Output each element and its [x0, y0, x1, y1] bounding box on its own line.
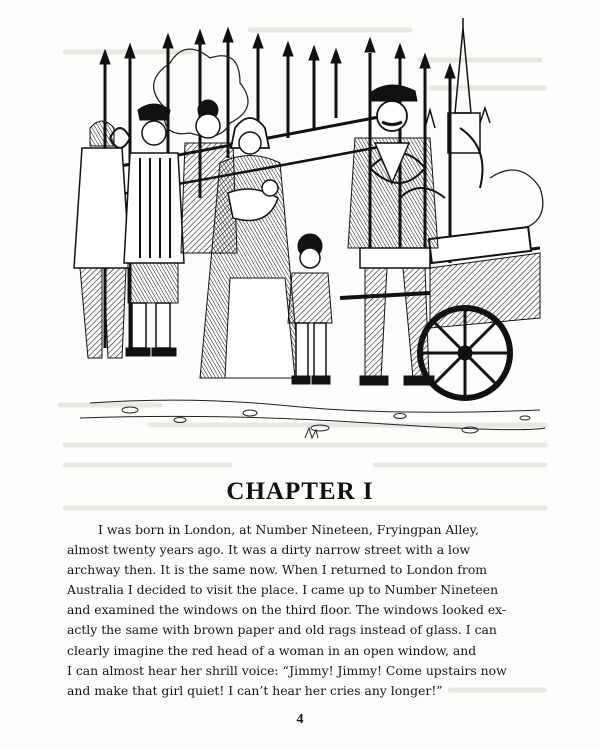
text-line: I can almost hear her shrill voice: “Jimmy! Jimmy! Come upstairs now [67, 662, 507, 678]
text-line: actly the same with brown paper and old rags instead of glass. I can [67, 622, 497, 638]
text-line: and examined the windows on the third floor. The windows looked ex- [67, 602, 507, 618]
page-number: 4 [296, 712, 304, 727]
church-spire [425, 18, 490, 153]
text-line: I was born in London, at Number Nineteen, Fryingpan Alley, [98, 522, 479, 537]
text-line: almost twenty years ago. It was a dirty narrow street with a low [67, 542, 471, 558]
text-line: and make that girl quiet! I can’t hear her cries any longer!” [67, 682, 443, 698]
chapter-title: CHAPTER I [226, 478, 374, 505]
text-line: clearly imagine the red head of a woman in an open window, and [67, 642, 477, 658]
text-line: Australia I decided to visit the place. I came up to Number Nineteen [67, 582, 499, 598]
illustration-funeral-procession [70, 18, 550, 448]
text-line: archway then. It is the same now. When I returned to London from [67, 562, 488, 578]
chapter-body-text [67, 520, 547, 701]
ground [80, 400, 545, 438]
